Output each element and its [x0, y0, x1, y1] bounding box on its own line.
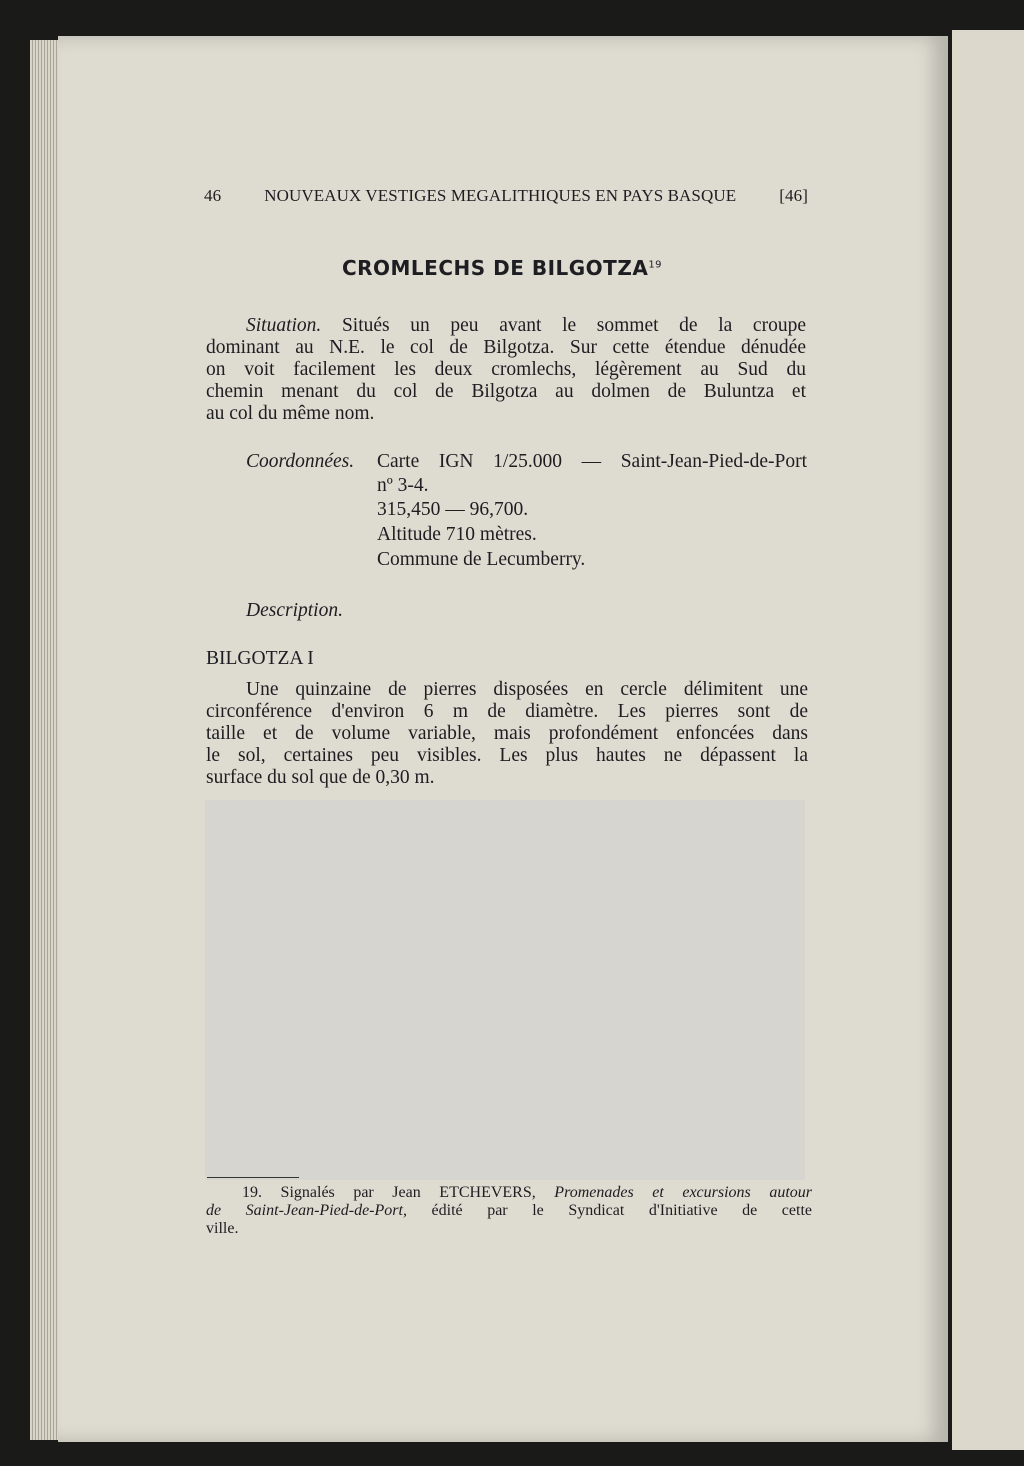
text-line: Situés un peu avant le sommet de la croupe: [321, 315, 806, 336]
footnote: [206, 1184, 812, 1238]
footnote-text: 19. Signalés par Jean ETCHEVERS,: [242, 1184, 555, 1201]
running-title: NOUVEAUX VESTIGES MEGALITHIQUES EN PAYS BASQUE: [264, 186, 737, 205]
text-line: dominant au N.E. le col de Bilgotza. Sur cette étendue dénudée: [206, 337, 806, 358]
text-line: Commune de Lecumberry.: [377, 549, 586, 570]
text-line: le sol, certaines peu visibles. Les plus hautes ne dépassent la: [206, 745, 808, 766]
footnote-text: ville.: [206, 1220, 239, 1237]
footnote-ref: 19: [648, 259, 663, 271]
text-line: chemin menant du col de Bilgotza au dolmen de Buluntza et: [206, 381, 806, 402]
text-line: on voit facilement les deux cromlechs, légèrement au Sud du: [206, 359, 806, 380]
text-line: Une quinzaine de pierres disposées en cercle délimitent une: [246, 679, 808, 700]
text-line: taille et de volume variable, mais profondément enfoncées dans: [206, 723, 808, 744]
section-heading: BILGOTZA I: [206, 648, 314, 669]
facing-page: [952, 30, 1024, 1450]
coordonnees-label: Coordonnées.: [246, 451, 355, 472]
page-edges: [30, 40, 60, 1440]
footnote-text: édité par le Syndicat d'Initiative de cette: [406, 1202, 812, 1219]
footnote-title: Promenades et excursions autour: [554, 1184, 812, 1201]
footnote-rule: [207, 1177, 299, 1178]
situation-paragraph: [206, 315, 806, 425]
title-text: CROMLECHS DE BILGOTZA: [341, 256, 649, 280]
page-tint: [205, 800, 805, 1180]
situation-label: Situation.: [246, 315, 322, 336]
coordonnees-block: [377, 451, 807, 571]
bracket-page-number: [46]: [779, 186, 808, 205]
running-header: [204, 186, 808, 206]
text-line: circonférence d'environ 6 m de diamètre. Les pierres sont de: [206, 701, 808, 722]
text-line: Carte IGN 1/25.000 — Saint-Jean-Pied-de-Port: [377, 451, 807, 472]
page-number: 46: [204, 186, 222, 205]
bilgotza1-paragraph: [206, 679, 808, 789]
text-line: surface du sol que de 0,30 m.: [206, 767, 435, 788]
text-line: Altitude 710 mètres.: [377, 524, 537, 545]
text-line: nº 3-4.: [377, 475, 429, 496]
footnote-title: de Saint-Jean-Pied-de-Port,: [206, 1202, 407, 1219]
description-label: Description.: [246, 600, 343, 621]
text-line: au col du même nom.: [206, 403, 375, 424]
page-title: [0, 256, 1004, 280]
text-line: 315,450 — 96,700.: [377, 499, 529, 520]
